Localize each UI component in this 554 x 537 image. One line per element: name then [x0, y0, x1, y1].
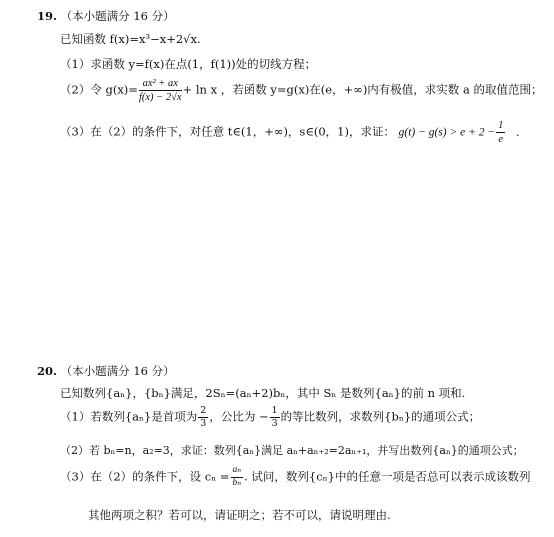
q19-part2-suffix: + ln x ，若函数 y=g(x)在(e，+∞)内有极值，求实数 a 的取值范围； [182, 82, 543, 97]
q20-part3-a: （3）在（2）的条件下，设 cₙ = [60, 469, 230, 484]
q19-part2-frac-den: f(x) − 2√x [138, 92, 182, 104]
q20-part3-line2: 其他两项之积？若可以，请证明之；若不可以，请说明理由. [88, 508, 391, 522]
q19-part2-fraction [139, 78, 182, 103]
q19-part3-frac-num: 1 [496, 120, 505, 133]
q19-part3-end: . [516, 124, 520, 139]
q20-intro: 已知数列{aₙ}，{bₙ}满足，2Sₙ=(aₙ+2)bₙ，其中 Sₙ 是数列{aₙ}的前 n 项和. [60, 386, 466, 400]
q20-part1-b: ，公比为 − [209, 409, 269, 424]
q20-part2: （2）若 bₙ=n，a₂=3，求证：数列{aₙ}满足 aₙ+aₙ₊₂=2aₙ₊₁，并写出数列{aₙ}的通项公式； [60, 444, 524, 457]
q20-part1 [60, 406, 480, 429]
q20-part1-f2-num: 1 [271, 405, 278, 416]
q20-number: 20. [37, 364, 58, 378]
q19-part2 [60, 78, 542, 103]
q20-part1-f2-den: 3 [271, 417, 278, 429]
q19-number: 19. [37, 9, 58, 23]
q19-part3-expr: g(t) − g(s) > e + 2 − [398, 126, 496, 139]
q20-part3-b: . 试问，数列{cₙ}中的任意一项是否总可以表示成该数列 [244, 469, 531, 484]
q20-part1-fraction-ratio [270, 406, 280, 429]
q20-header: （本小题满分 16 分） [60, 364, 175, 378]
q19-part3-fraction [496, 120, 505, 145]
q19-part2-frac-num: ax² + ax [139, 78, 182, 91]
q20-heading [37, 363, 175, 379]
q20-part3-fraction [231, 466, 244, 489]
q20-part1-f1-num: 2 [200, 405, 207, 416]
q20-part3 [60, 466, 530, 489]
q20-part3-f-num: aₙ [231, 466, 244, 478]
q19-part3 [60, 120, 520, 145]
q20-part1-fraction-first [198, 406, 208, 429]
q20-part1-c: 的等比数列，求数列{bₙ}的通项公式； [280, 409, 481, 424]
q19-header: （本小题满分 16 分） [60, 9, 175, 23]
q20-part1-f1-den: 3 [200, 417, 207, 429]
q19-intro: 已知函数 f(x)=x³−x+2√x. [60, 32, 201, 46]
q19-part1: （1）求函数 y=f(x)在点(1，f(1))处的切线方程； [60, 57, 317, 71]
q20-part1-a: （1）若数列{aₙ}是首项为 [60, 409, 198, 424]
q19-part3-text: （3）在（2）的条件下，对任意 t∈(1，+∞)，s∈(0，1)，求证： [60, 124, 395, 139]
q19-part3-frac-den: e [498, 134, 504, 146]
q20-part3-f-den: bₙ [232, 477, 242, 488]
q19-part2-prefix: （2）令 g(x)= [60, 82, 138, 97]
q19-heading [37, 8, 175, 24]
